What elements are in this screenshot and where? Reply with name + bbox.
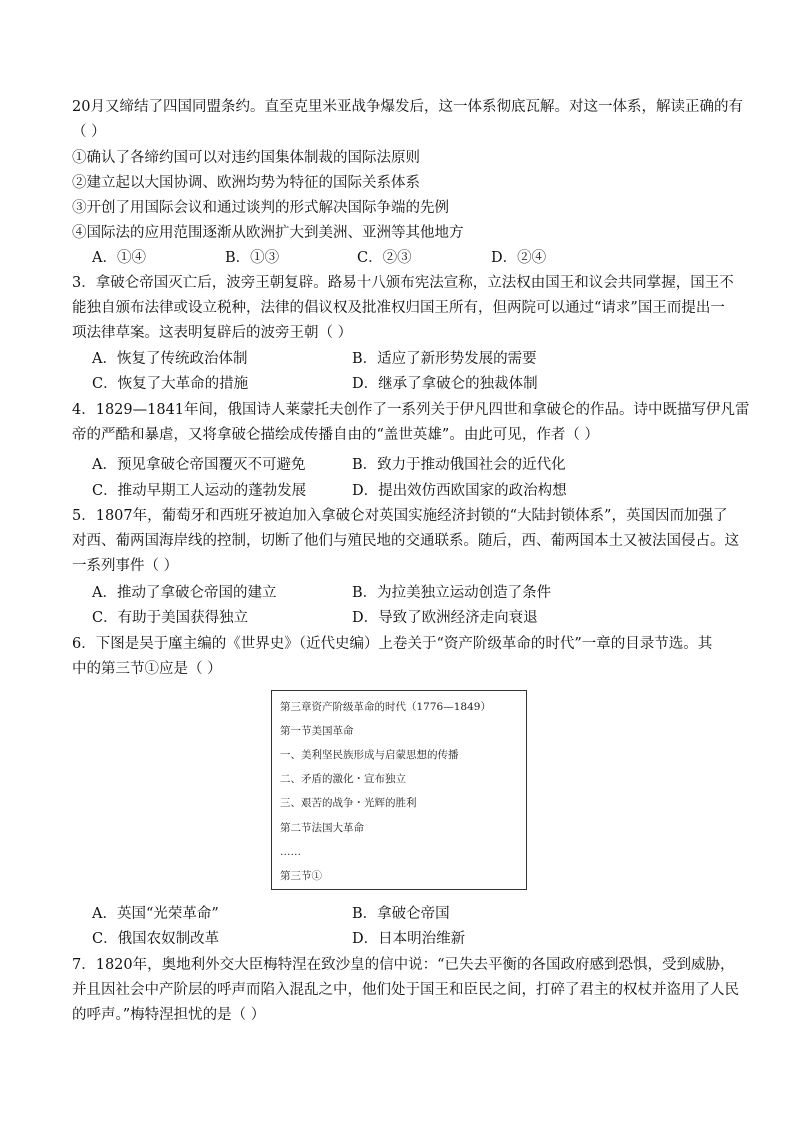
q3-option-c: C．恢复了大革命的措施	[92, 376, 249, 392]
toc-item-3: 三、艰苦的战争・光辉的胜利	[280, 797, 417, 809]
q4-option-d: D．提出效仿西欧国家的政治构想	[352, 483, 567, 499]
table-of-contents-figure	[271, 690, 527, 890]
q6-option-b: B．拿破仑帝国	[352, 906, 450, 922]
q2-option-a: A．①④	[92, 250, 146, 266]
toc-item-2: 二、矛盾的激化・宣布独立	[280, 773, 406, 785]
statement-1: ①确认了各缔约国可以对违约国集体制裁的国际法原则	[72, 150, 420, 166]
q7-stem-line-1: 7．1820年，奥地利外交大臣梅特涅在致沙皇的信中说：“已失去平衡的各国政府感到恐惧，受到威胁，	[72, 957, 735, 973]
toc-ellipsis: ……	[280, 846, 301, 858]
q3-stem-line-1: 3．拿破仑帝国灭亡后，波旁王朝复辟。路易十八颁布宪法宣称，立法权由国王和议会共同掌握，国王不	[72, 275, 734, 291]
q5-option-a: A．推动了拿破仑帝国的建立	[92, 585, 277, 601]
statement-4: ④国际法的应用范围逐渐从欧洲扩大到美洲、亚洲等其他地方	[72, 225, 464, 241]
q4-option-a: A．预见拿破仑帝国覆灭不可避免	[92, 457, 306, 473]
statement-2: ②建立起以大国协调、欧洲均势为特征的国际关系体系	[72, 175, 420, 191]
q7-stem-line-2: 并且因社会中产阶层的呼声而陷入混乱之中，他们处于国王和臣民之间，打碎了君主的权杖并盗用了人民	[72, 982, 739, 998]
q2-option-c: C．②③	[357, 250, 412, 266]
q5-option-b: B．为拉美独立运动创造了条件	[352, 585, 552, 601]
q5-option-c: C．有助于美国获得独立	[92, 610, 249, 626]
q3-option-b: B．适应了新形势发展的需要	[352, 351, 537, 367]
q3-option-a: A．恢复了传统政治体制	[92, 351, 248, 367]
toc-section-3: 第三节①	[280, 870, 322, 882]
q6-option-d: D．日本明治维新	[352, 931, 466, 947]
q5-option-d: D．导致了欧洲经济走向衰退	[352, 610, 538, 626]
q3-stem-line-2: 能独自颁布法律或设立税种，法律的倡议权及批准权归国王所有，但两院可以通过“请求”国王而提出一	[72, 300, 725, 316]
toc-chapter-title: 第三章资产阶级革命的时代（1776—1849）	[280, 701, 491, 713]
q2-option-d: D．②④	[491, 250, 547, 266]
toc-section-1: 第一节美国革命	[280, 725, 354, 737]
q4-stem-line-2: 帝的严酷和暴虐，又将拿破仑描绘成传播自由的“盖世英雄”。由此可见，作者（ ）	[72, 427, 599, 443]
q2-stem-line-1: 20月又缔结了四国同盟条约。直至克里米亚战争爆发后，这一体系彻底瓦解。对这一体系，解读正确的有	[72, 99, 743, 115]
q3-stem-line-3: 项法律草案。这表明复辟后的波旁王朝（ ）	[72, 325, 353, 341]
q5-stem-line-2: 对西、葡两国海岸线的控制，切断了他们与殖民地的交通联系。随后，西、葡两国本土又被法国侵占。这	[72, 533, 739, 549]
q4-stem-line-1: 4．1829—1841年间，俄国诗人莱蒙托夫创作了一系列关于伊凡四世和拿破仑的作品。诗中既描写伊凡雷	[72, 402, 750, 418]
toc-section-2: 第二节法国大革命	[280, 822, 364, 834]
q4-option-b: B．致力于推动俄国社会的近代化	[352, 457, 566, 473]
q2-option-b: B．①③	[225, 250, 280, 266]
q2-stem-line-2: （ ）	[72, 124, 106, 140]
q6-stem-line-2: 中的第三节①应是（ ）	[72, 661, 222, 677]
q5-stem-line-3: 一系列事件（ ）	[72, 558, 179, 574]
q3-option-d: D．继承了拿破仑的独裁体制	[352, 376, 538, 392]
q6-option-a: A．英国“光荣革命”	[92, 906, 219, 922]
toc-item-1: 一、美利坚民族形成与启蒙思想的传播	[280, 749, 459, 761]
q5-stem-line-1: 5．1807年，葡萄牙和西班牙被迫加入拿破仑对英国实施经济封锁的“大陆封锁体系”，英国因而加强了	[72, 508, 728, 524]
q7-stem-line-3: 的呼声。”梅特涅担忧的是（ ）	[72, 1007, 266, 1023]
q6-option-c: C．俄国农奴制改革	[92, 931, 220, 947]
q6-stem-line-1: 6．下图是吴于廑主编的《世界史》（近代史编）上卷关于“资产阶级革命的时代”一章的目录节选。其	[72, 636, 713, 652]
statement-3: ③开创了用国际会议和通过谈判的形式解决国际争端的先例	[72, 200, 449, 216]
q4-option-c: C．推动早期工人运动的蓬勃发展	[92, 483, 307, 499]
